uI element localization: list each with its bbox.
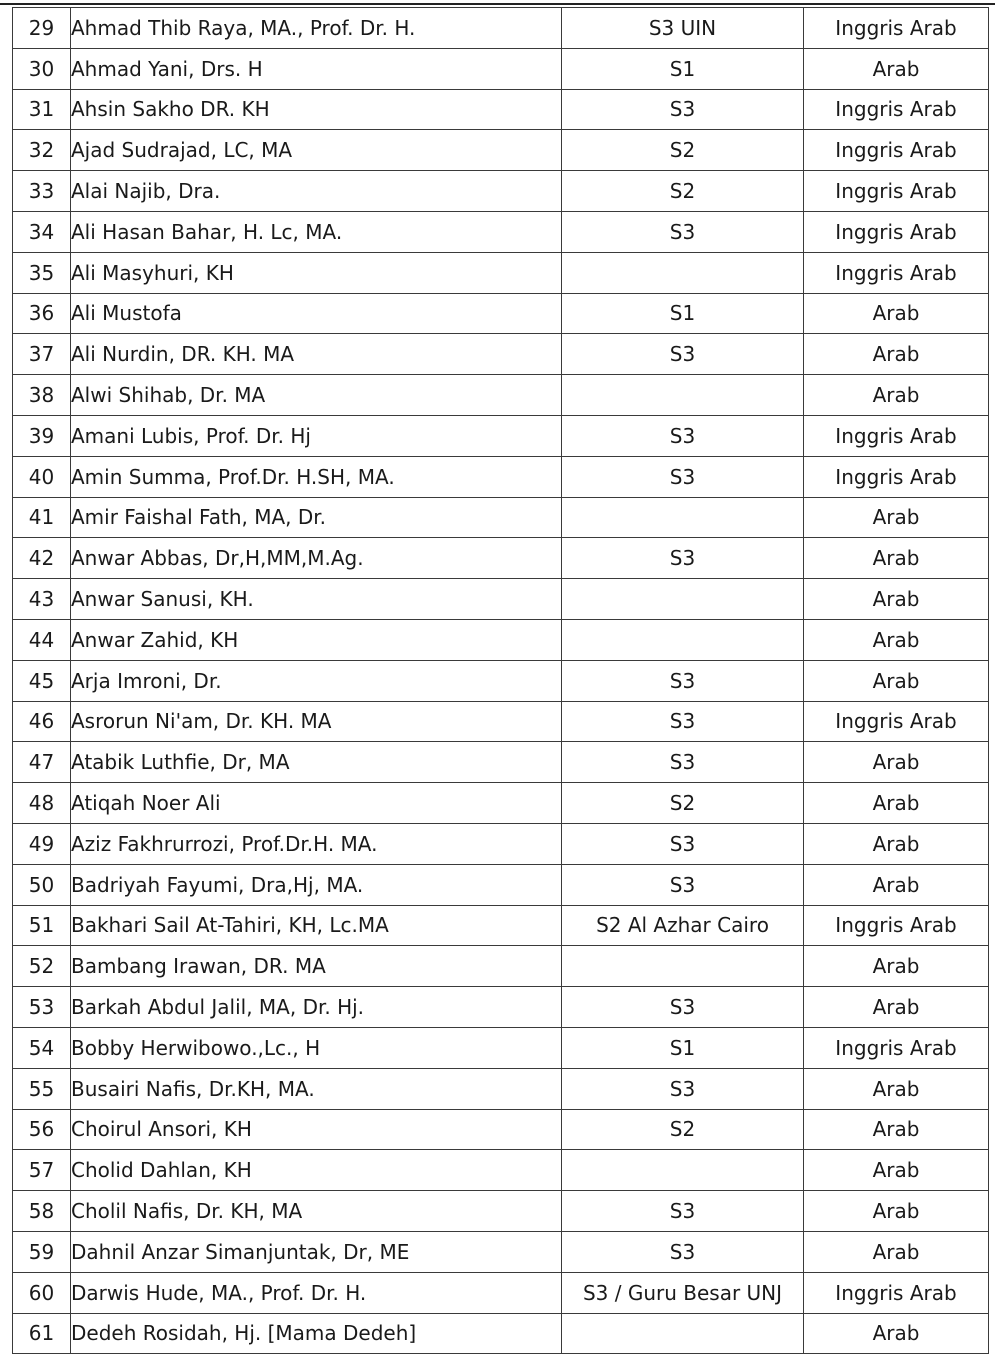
row-name: Ajad Sudrajad, LC, MA (71, 130, 562, 171)
row-education: S3 (562, 456, 804, 497)
row-language: Arab (804, 293, 989, 334)
row-education: S1 (562, 293, 804, 334)
row-education: S3 (562, 1231, 804, 1272)
row-number: 30 (13, 48, 71, 89)
table-row (13, 1150, 989, 1191)
table-row (13, 8, 989, 49)
row-name: Cholid Dahlan, KH (71, 1150, 562, 1191)
row-number: 52 (13, 946, 71, 987)
row-language: Arab (804, 1191, 989, 1232)
row-education: S3 (562, 334, 804, 375)
row-language: Inggris Arab (804, 701, 989, 742)
row-number: 33 (13, 171, 71, 212)
row-number: 43 (13, 579, 71, 620)
table-row (13, 579, 989, 620)
table-row (13, 1231, 989, 1272)
row-name: Dahnil Anzar Simanjuntak, Dr, ME (71, 1231, 562, 1272)
row-number: 48 (13, 783, 71, 824)
row-name: Busairi Nafis, Dr.KH, MA. (71, 1068, 562, 1109)
table-row (13, 415, 989, 456)
row-language: Inggris Arab (804, 415, 989, 456)
table-row (13, 783, 989, 824)
row-language: Inggris Arab (804, 1272, 989, 1313)
row-number: 34 (13, 211, 71, 252)
row-language: Arab (804, 1150, 989, 1191)
row-number: 29 (13, 8, 71, 49)
row-education: S3 (562, 864, 804, 905)
row-education: S3 (562, 987, 804, 1028)
row-number: 39 (13, 415, 71, 456)
row-language: Arab (804, 987, 989, 1028)
row-name: Bobby Herwibowo.,Lc., H (71, 1027, 562, 1068)
row-education: S3 (562, 1068, 804, 1109)
table-row (13, 1272, 989, 1313)
row-education: S3 (562, 660, 804, 701)
row-language: Arab (804, 742, 989, 783)
row-number: 42 (13, 538, 71, 579)
row-number: 36 (13, 293, 71, 334)
row-number: 50 (13, 864, 71, 905)
row-number: 41 (13, 497, 71, 538)
row-name: Alwi Shihab, Dr. MA (71, 375, 562, 416)
row-name: Cholil Nafis, Dr. KH, MA (71, 1191, 562, 1232)
row-education (562, 497, 804, 538)
row-number: 55 (13, 1068, 71, 1109)
scholar-table (12, 7, 989, 1354)
row-language: Inggris Arab (804, 8, 989, 49)
row-name: Amin Summa, Prof.Dr. H.SH, MA. (71, 456, 562, 497)
row-language: Inggris Arab (804, 905, 989, 946)
row-language: Arab (804, 579, 989, 620)
row-language: Arab (804, 660, 989, 701)
row-name: Ali Hasan Bahar, H. Lc, MA. (71, 211, 562, 252)
row-education: S3 (562, 742, 804, 783)
row-name: Choirul Ansori, KH (71, 1109, 562, 1150)
row-language: Arab (804, 334, 989, 375)
table-body (13, 8, 989, 1354)
row-education: S2 (562, 783, 804, 824)
row-name: Badriyah Fayumi, Dra,Hj, MA. (71, 864, 562, 905)
row-name: Bambang Irawan, DR. MA (71, 946, 562, 987)
row-education: S3 (562, 415, 804, 456)
row-number: 54 (13, 1027, 71, 1068)
row-education: S2 Al Azhar Cairo (562, 905, 804, 946)
table-row (13, 905, 989, 946)
row-name: Darwis Hude, MA., Prof. Dr. H. (71, 1272, 562, 1313)
row-language: Arab (804, 864, 989, 905)
table-row (13, 742, 989, 783)
row-name: Ali Mustofa (71, 293, 562, 334)
row-language: Arab (804, 783, 989, 824)
row-name: Barkah Abdul Jalil, MA, Dr. Hj. (71, 987, 562, 1028)
row-number: 35 (13, 252, 71, 293)
row-name: Dedeh Rosidah, Hj. [Mama Dedeh] (71, 1313, 562, 1354)
table-row (13, 1109, 989, 1150)
table-row (13, 375, 989, 416)
row-number: 53 (13, 987, 71, 1028)
row-number: 40 (13, 456, 71, 497)
row-number: 37 (13, 334, 71, 375)
row-education: S2 (562, 130, 804, 171)
table-row (13, 1027, 989, 1068)
table-row (13, 456, 989, 497)
row-number: 51 (13, 905, 71, 946)
row-name: Arja Imroni, Dr. (71, 660, 562, 701)
row-name: Anwar Zahid, KH (71, 619, 562, 660)
row-number: 46 (13, 701, 71, 742)
row-number: 47 (13, 742, 71, 783)
row-language: Arab (804, 538, 989, 579)
table-row (13, 1068, 989, 1109)
row-name: Alai Najib, Dra. (71, 171, 562, 212)
row-name: Ali Masyhuri, KH (71, 252, 562, 293)
row-name: Atiqah Noer Ali (71, 783, 562, 824)
row-number: 45 (13, 660, 71, 701)
row-number: 49 (13, 823, 71, 864)
row-name: Anwar Sanusi, KH. (71, 579, 562, 620)
row-education: S1 (562, 48, 804, 89)
row-name: Amani Lubis, Prof. Dr. Hj (71, 415, 562, 456)
row-language: Arab (804, 497, 989, 538)
row-name: Ahsin Sakho DR. KH (71, 89, 562, 130)
row-education: S3 (562, 1191, 804, 1232)
table-row (13, 1313, 989, 1354)
row-education (562, 1313, 804, 1354)
row-language: Inggris Arab (804, 211, 989, 252)
row-language: Arab (804, 619, 989, 660)
row-number: 60 (13, 1272, 71, 1313)
row-language: Inggris Arab (804, 456, 989, 497)
row-number: 61 (13, 1313, 71, 1354)
row-education: S3 (562, 538, 804, 579)
row-education: S2 (562, 1109, 804, 1150)
table-row (13, 130, 989, 171)
row-number: 31 (13, 89, 71, 130)
row-education: S1 (562, 1027, 804, 1068)
row-language: Arab (804, 1313, 989, 1354)
table-row (13, 619, 989, 660)
row-name: Asrorun Ni'am, Dr. KH. MA (71, 701, 562, 742)
table-row (13, 497, 989, 538)
row-language: Inggris Arab (804, 252, 989, 293)
row-name: Atabik Luthfie, Dr, MA (71, 742, 562, 783)
row-language: Arab (804, 1068, 989, 1109)
row-education (562, 619, 804, 660)
row-language: Arab (804, 48, 989, 89)
row-education (562, 375, 804, 416)
row-education (562, 252, 804, 293)
row-number: 38 (13, 375, 71, 416)
row-number: 44 (13, 619, 71, 660)
table-row (13, 987, 989, 1028)
row-education (562, 1150, 804, 1191)
row-language: Arab (804, 1231, 989, 1272)
row-language: Inggris Arab (804, 130, 989, 171)
row-education: S3 (562, 701, 804, 742)
table-row (13, 946, 989, 987)
row-number: 56 (13, 1109, 71, 1150)
table-row (13, 89, 989, 130)
row-name: Ahmad Thib Raya, MA., Prof. Dr. H. (71, 8, 562, 49)
row-education: S2 (562, 171, 804, 212)
table-row (13, 48, 989, 89)
row-education (562, 946, 804, 987)
row-number: 59 (13, 1231, 71, 1272)
row-language: Arab (804, 823, 989, 864)
table-row (13, 864, 989, 905)
row-education: S3 (562, 89, 804, 130)
row-language: Arab (804, 1109, 989, 1150)
row-language: Inggris Arab (804, 171, 989, 212)
row-language: Arab (804, 375, 989, 416)
table-row (13, 823, 989, 864)
table-row (13, 660, 989, 701)
row-number: 57 (13, 1150, 71, 1191)
row-education: S3 / Guru Besar UNJ (562, 1272, 804, 1313)
table-row (13, 211, 989, 252)
row-name: Bakhari Sail At-Tahiri, KH, Lc.MA (71, 905, 562, 946)
row-education: S3 UIN (562, 8, 804, 49)
top-rule (0, 3, 995, 5)
row-name: Anwar Abbas, Dr,H,MM,M.Ag. (71, 538, 562, 579)
row-language: Inggris Arab (804, 1027, 989, 1068)
table-row (13, 293, 989, 334)
row-education: S3 (562, 823, 804, 864)
row-name: Amir Faishal Fath, MA, Dr. (71, 497, 562, 538)
row-name: Aziz Fakhrurrozi, Prof.Dr.H. MA. (71, 823, 562, 864)
table-row (13, 334, 989, 375)
row-language: Inggris Arab (804, 89, 989, 130)
table-row (13, 1191, 989, 1232)
table-row (13, 252, 989, 293)
table-row (13, 538, 989, 579)
row-language: Arab (804, 946, 989, 987)
row-number: 58 (13, 1191, 71, 1232)
table-row (13, 701, 989, 742)
row-name: Ali Nurdin, DR. KH. MA (71, 334, 562, 375)
table-row (13, 171, 989, 212)
row-name: Ahmad Yani, Drs. H (71, 48, 562, 89)
row-number: 32 (13, 130, 71, 171)
row-education: S3 (562, 211, 804, 252)
row-education (562, 579, 804, 620)
